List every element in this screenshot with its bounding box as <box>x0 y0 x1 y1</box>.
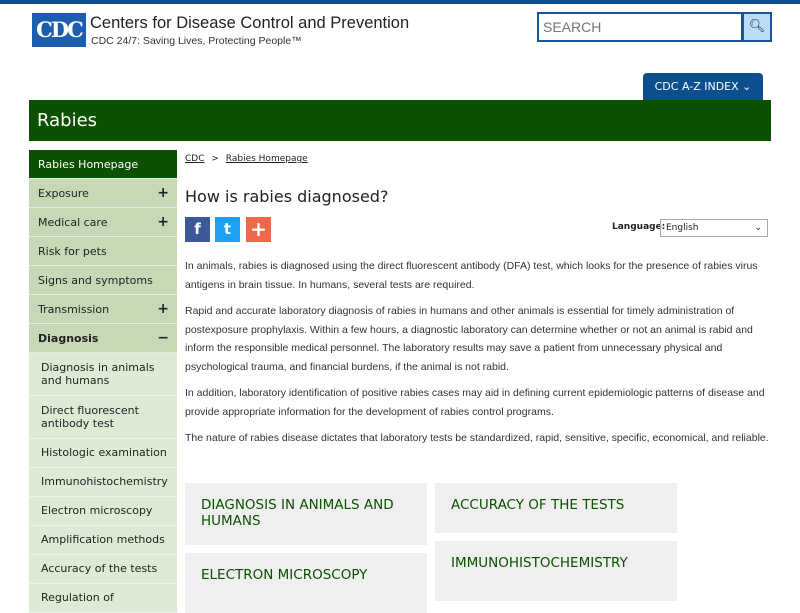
search-button[interactable] <box>742 12 772 42</box>
paragraph: Rapid and accurate laboratory diagnosis of rabies in humans and other animals is essential for timely administration of postexposure prophylaxis. Within a few hours, a diagnostic laboratory can determine whether or not an animal is rabid and inform the responsible medical personnel. The laboratory results may save a patient from unnecessary physical and psychological trauma, and financial burdens, if the animal is not rabid. <box>185 305 753 373</box>
sidebar-subitem[interactable]: Diagnosis in animals and humans <box>29 353 177 396</box>
sidebar-item-medical-care[interactable] <box>29 208 177 237</box>
sidebar-subitem[interactable]: Accuracy of the tests <box>29 555 177 584</box>
facebook-share-button[interactable] <box>185 217 210 242</box>
search-input[interactable] <box>537 12 743 42</box>
page-banner: Rabies <box>29 100 771 141</box>
plus-icon[interactable]: + <box>157 185 169 201</box>
sidebar-subitem[interactable]: Electron microscopy <box>29 497 177 526</box>
tile-diagnosis-in-animals-and-humans[interactable]: DIAGNOSIS IN ANIMALS AND HUMANS <box>185 483 427 545</box>
addthis-share-button[interactable] <box>246 217 271 242</box>
sidebar-item-diagnosis[interactable] <box>29 324 177 353</box>
sidebar-subitem[interactable]: Regulation of <box>29 584 177 613</box>
sidebar-nav <box>29 150 177 613</box>
sidebar-subitem[interactable]: Amplification methods <box>29 526 177 555</box>
sidebar-item-label: Exposure <box>38 187 89 200</box>
tagline: CDC 24/7: Saving Lives, Protecting People™ <box>91 35 302 47</box>
org-name[interactable]: Centers for Disease Control and Prevention <box>90 14 410 32</box>
chevron-down-icon: ⌄ <box>754 223 762 233</box>
cdc-logo[interactable]: CDC <box>32 13 86 47</box>
tile-electron-microscopy[interactable]: ELECTRON MICROSCOPY <box>185 553 427 613</box>
language-value: English <box>666 223 699 233</box>
az-index-label: CDC A-Z INDEX <box>654 80 739 93</box>
breadcrumb-cdc[interactable]: CDC <box>185 154 205 164</box>
breadcrumb-rabies-homepage[interactable]: Rabies Homepage <box>225 154 308 164</box>
paragraph: The nature of rabies disease dictates that laboratory tests be standardized, rapid, sensitive, specific, economical, and reliable. <box>185 432 769 444</box>
language-select[interactable] <box>660 219 768 237</box>
minus-icon[interactable]: − <box>157 330 169 346</box>
plus-icon: + <box>250 217 267 241</box>
az-index-button[interactable] <box>643 73 763 100</box>
sidebar-item-exposure[interactable] <box>29 179 177 208</box>
facebook-icon: f <box>194 220 201 238</box>
top-bar <box>0 0 800 4</box>
sidebar-item-risk-for-pets[interactable] <box>29 237 177 266</box>
sidebar-item-label: Medical care <box>38 216 108 229</box>
sidebar-item-rabies-homepage[interactable] <box>29 150 177 179</box>
breadcrumb <box>185 154 308 164</box>
tile-accuracy-of-the-tests[interactable]: ACCURACY OF THE TESTS <box>435 483 677 533</box>
sidebar-item-label: Signs and symptoms <box>38 274 153 287</box>
sidebar-subitem[interactable]: Direct fluorescent antibody test <box>29 396 177 439</box>
plus-icon[interactable]: + <box>157 214 169 230</box>
sidebar-subitem[interactable]: Histologic examination <box>29 439 177 468</box>
breadcrumb-separator: > <box>211 154 219 164</box>
sidebar-item-label: Rabies Homepage <box>38 158 139 171</box>
plus-icon[interactable]: + <box>157 301 169 317</box>
chevron-down-icon: ⌄ <box>742 80 752 93</box>
sidebar-item-transmission[interactable] <box>29 295 177 324</box>
article-body <box>185 257 773 456</box>
language-label: Language: <box>612 222 666 232</box>
paragraph: In addition, laboratory identification of positive rabies cases may aid in defining current epidemiologic patterns of disease and provide appropriate information for the development of rabies control programs. <box>185 387 765 418</box>
sidebar-subitem[interactable]: Immunohistochemistry <box>29 468 177 497</box>
search-icon: 🔍︎ <box>748 19 766 34</box>
page-title: How is rabies diagnosed? <box>185 187 389 206</box>
paragraph: In animals, rabies is diagnosed using the direct fluorescent antibody (DFA) test, which looks for the presence of rabies virus antigens in brain tissue. In humans, several tests are required. <box>185 260 758 291</box>
sidebar-item-signs-and-symptoms[interactable] <box>29 266 177 295</box>
twitter-share-button[interactable] <box>215 217 240 242</box>
sidebar-item-label: Risk for pets <box>38 245 107 258</box>
sidebar-item-label: Diagnosis <box>38 332 99 345</box>
sidebar-item-label: Transmission <box>38 303 110 316</box>
tile-immunohistochemistry[interactable]: IMMUNOHISTOCHEMISTRY <box>435 541 677 601</box>
twitter-icon: t <box>223 220 232 238</box>
